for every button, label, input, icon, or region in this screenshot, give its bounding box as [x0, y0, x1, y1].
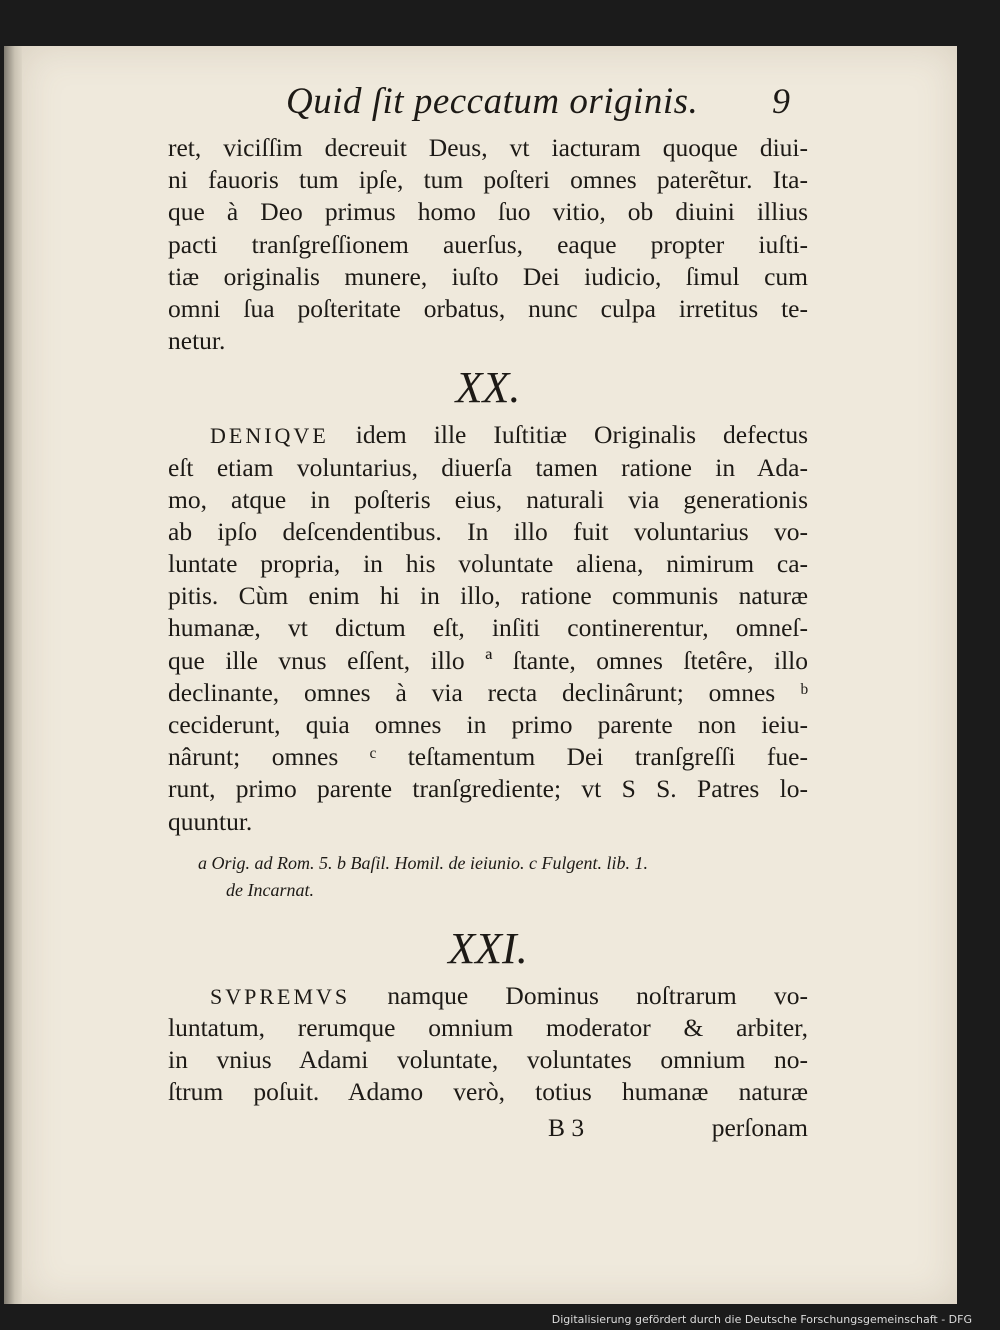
text-line: nârunt; omnes ᶜ teſtamentum Dei tranſgreſſi fue-: [168, 742, 808, 772]
page-edge: [4, 46, 22, 1304]
text-line: in vnius Adami voluntate, voluntates omnium no-: [168, 1045, 808, 1075]
text-line: ni fauoris tum ipſe, tum poſteri omnes paterẽtur. Ita-: [168, 165, 808, 195]
marginal-notes: [168, 850, 808, 904]
text-line: que ille vnus eſſent, illo ª ſtante, omnes ſtetêre, illo: [168, 645, 808, 675]
text-line: humanæ, vt dictum eſt, inſiti continerentur, omneſ-: [168, 613, 808, 643]
initial-smallcaps: DENIQVE: [210, 423, 329, 449]
page-number: 9: [772, 81, 790, 121]
footer-credit: Digitalisierung gefördert durch die Deutsche Forschungsgemeinschaft - DFG: [551, 1313, 972, 1326]
text-line: ſtrum poſuit. Adamo verò, totius humanæ naturæ: [168, 1077, 808, 1107]
text-line: luntate propria, in his voluntate aliena, nimirum ca-: [168, 549, 808, 579]
text-block: [168, 70, 808, 1147]
line-text: namque Dominus noſtrarum vo-: [350, 980, 808, 1010]
text-line: ret, viciſſim decreuit Deus, vt iacturam quoque diui-: [168, 133, 808, 162]
paragraph-1: [168, 132, 808, 357]
text-line: que à Deo primus homo ſuo vitio, ob diuini illius: [168, 197, 808, 227]
text-line: pitis. Cùm enim hi in illo, ratione communis naturæ: [168, 581, 808, 611]
text-line: eſt etiam voluntarius, diuerſa tamen ratione in Ada-: [168, 452, 808, 482]
text-line: ceciderunt, quia omnes in primo parente non ieiu-: [168, 710, 808, 739]
running-head: [168, 70, 808, 132]
signature-mark: B 3: [548, 1112, 585, 1142]
text-line: runt, primo parente tranſgrediente; vt S S. Patres lo-: [168, 774, 808, 804]
running-title: Quid ſit peccatum originis.: [286, 81, 699, 122]
paragraph-2: [168, 419, 808, 837]
section-heading-xx: XX.: [455, 363, 521, 413]
text-line: netur.: [168, 326, 226, 356]
paragraph-3: [168, 980, 808, 1109]
text-line: tiæ originalis munere, iuſto Dei iudicio, ſimul cum: [168, 261, 808, 291]
text-line: luntatum, rerumque omnium moderator & arbiter,: [168, 1012, 808, 1042]
catchword: perſonam: [711, 1112, 808, 1142]
text-line: quuntur.: [168, 806, 253, 836]
text-line: [168, 980, 808, 1012]
text-line: pacti tranſgreſſionem auerſus, eaque propter iuſti-: [168, 229, 808, 259]
text-line: ab ipſo deſcendentibus. In illo fuit voluntarius vo-: [168, 516, 808, 546]
text-line: declinante, omnes à via recta declinârunt; omnes ᵇ: [168, 677, 808, 707]
signature-line: [168, 1113, 808, 1147]
note-line: de Incarnat.: [226, 879, 314, 900]
line-text: idem ille Iuſtitiæ Originalis defectus: [328, 420, 808, 450]
text-line: omni ſua poſteritate orbatus, nunc culpa irretitus te-: [168, 293, 808, 323]
note-line: a Orig. ad Rom. 5. b Baſil. Homil. de ieiunio. c Fulgent. lib. 1.: [198, 852, 648, 873]
initial-smallcaps: SVPREMVS: [210, 983, 351, 1009]
text-line: mo, atque in poſteris eius, naturali via generationis: [168, 484, 808, 514]
text-line: [168, 419, 808, 451]
section-heading-xxi: XXI.: [448, 923, 528, 973]
